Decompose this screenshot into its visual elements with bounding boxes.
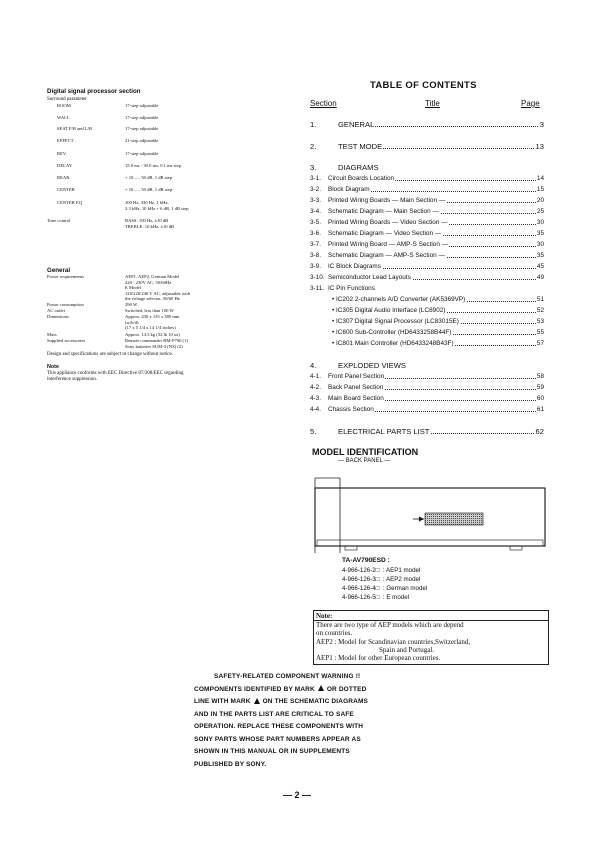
spec-value-line: (w/h/d) — [125, 319, 139, 325]
note-text-2: interference suppression. — [47, 377, 97, 382]
note-text-1: This appliance conforms with EEC Directive 87/308/EEC regarding — [47, 371, 184, 376]
toc-entry-title: Front Panel Section — [328, 373, 385, 380]
pointer-arrow-icon — [419, 517, 424, 522]
design-notice: Design and specifications are subject to change without notice. — [47, 352, 173, 357]
spec-value — [125, 175, 275, 181]
foot-right — [510, 546, 522, 550]
safety-line-6: SHOWN IN THIS MANUAL OR IN SUPPLEMENTS — [194, 748, 350, 755]
toc-entry-page: 35 — [536, 230, 544, 237]
safety-title: SAFETY-RELATED COMPONENT WARNING !! — [214, 673, 361, 680]
toc-entry-number: 3-4. — [310, 208, 322, 215]
spec-label: REV. — [57, 151, 67, 156]
toc-entry-number: 4. — [310, 361, 317, 370]
toc-entry-title: • IC307 Digital Signal Processor (LC83015E) — [332, 318, 459, 325]
toc-entry-page: 51 — [536, 296, 544, 303]
toc-col-title: Title — [425, 99, 440, 108]
toc-entry-title: Schematic Diagram — Main Section — — [328, 208, 439, 215]
toc-entry[interactable] — [310, 207, 544, 216]
spec-value-line: the voltage selector, 50/60 Hz — [125, 296, 180, 302]
spec-value — [125, 302, 275, 308]
spec-value-line: 21-step adjustable — [125, 138, 159, 143]
spec-value-line: 17-step adjustable — [125, 103, 159, 108]
foot-left — [345, 546, 357, 550]
safety-line-4: OPERATION. REPLACE THESE COMPONENTS WITH — [194, 723, 364, 730]
toc-entry[interactable] — [310, 229, 544, 238]
toc-entry-title: • IC801 Main Controller (HD6433248B43F) — [332, 340, 454, 347]
surround-parameter-label: Surround parameter — [47, 97, 87, 102]
toc-entry[interactable] — [310, 372, 544, 381]
toc-entry-number: 3-6. — [310, 230, 322, 237]
toc-entry-page: 35 — [536, 252, 544, 259]
toc-entry[interactable] — [310, 427, 544, 436]
toc-entry-number: 3-11. — [310, 285, 325, 292]
safety-line-3: AND IN THE PARTS LIST ARE CRITICAL TO SAFE — [194, 710, 354, 718]
spec-value-line: 3.3 kHz, 10 kHz + 6 dB, 1 dB step — [125, 205, 189, 211]
toc-entry-title: Printed Wiring Boards — Video Section — — [328, 219, 448, 226]
spec-label: Power consumption — [47, 302, 84, 307]
toc-entry-number: 4-3. — [310, 395, 322, 402]
toc-entry-number: 3-9. — [310, 263, 322, 270]
toc-entry-page: 45 — [536, 263, 544, 270]
spec-value-line: 17-step adjustable — [125, 151, 159, 156]
toc-entry-title: IC Block Diagrams — [328, 263, 381, 270]
spec-label: SEAT F/B and L/R — [57, 126, 93, 131]
toc-entry-number: 3-3. — [310, 197, 322, 204]
toc-entry[interactable] — [310, 196, 544, 205]
spec-value-line: + 10 – – 50 dB, 1 dB step — [125, 187, 173, 192]
spec-label: DELAY — [57, 163, 73, 168]
model-note-body — [314, 620, 548, 662]
toc-entry-title: ELECTRICAL PARTS LIST — [338, 427, 430, 436]
spec-value — [125, 103, 275, 109]
toc-entry[interactable] — [310, 284, 544, 293]
spec-value-line: E Model — [125, 285, 141, 291]
toc-entry-page: 20 — [536, 197, 544, 204]
model-note-line-4: Spain and Portugal. — [379, 645, 435, 654]
toc-entry[interactable] — [310, 163, 544, 172]
model-note-line-3: AEP2 : Model for Scandinavian countries,Switzerland, — [316, 637, 471, 646]
toc-entry-title: • IC202 2-channels A/D Converter (AK5369VP) — [332, 296, 466, 303]
toc-entry-page: 30 — [536, 241, 544, 248]
spec-value — [125, 138, 275, 144]
spec-value-line: BASS: 100 Hz, ±10 dB — [125, 218, 169, 223]
toc-col-section: Section — [310, 99, 337, 108]
toc-entry[interactable] — [310, 240, 544, 249]
safety-line-7: PUBLISHED BY SONY. — [194, 760, 267, 768]
safety-line-2b: ON THE SCHEMATIC DIAGRAMS — [262, 698, 369, 705]
toc-entry-page: 55 — [536, 329, 544, 336]
toc-entry-page: 62 — [535, 427, 544, 436]
spec-value-line: Approx. 14.5 kg (32 lb 10 oz) — [125, 332, 180, 337]
toc-entry[interactable] — [310, 306, 544, 315]
safety-line-1a: COMPONENTS IDENTIFIED BY MARK — [194, 685, 315, 693]
spec-value — [125, 308, 275, 314]
model-variant: 4-966-126-4□ : German model — [342, 585, 428, 592]
toc-entry-page: 25 — [536, 208, 544, 215]
toc-entry-number: 5. — [310, 427, 317, 436]
toc-entry[interactable] — [310, 273, 544, 282]
model-identification-title: MODEL IDENTIFICATION — [312, 447, 419, 457]
spec-label: CENTER EQ — [57, 200, 83, 205]
spec-value-line: 220 - 230V AC, 50/60Hz — [125, 279, 172, 285]
toc-entry[interactable] — [310, 295, 544, 304]
toc-entry-number: 3-5. — [310, 219, 322, 226]
toc-entry-number: 1. — [310, 120, 317, 129]
safety-line-1 — [194, 684, 514, 697]
spec-label: Power requirements — [47, 274, 84, 279]
toc-entry-number: 3. — [310, 163, 317, 172]
spec-label: Supplied accessories — [47, 338, 86, 343]
toc-entry[interactable] — [310, 383, 544, 392]
toc-entry[interactable] — [310, 262, 544, 271]
toc-entry[interactable] — [310, 394, 544, 403]
model-label-area — [425, 513, 483, 525]
spec-label: EFFECT — [57, 138, 74, 143]
spec-value-line: Switched, less than 100 W — [125, 308, 174, 313]
toc-entry-page: 15 — [536, 186, 544, 193]
spec-value-line: Approx. 430 x 135 x 380 mm — [125, 314, 180, 319]
spec-value-line: 100 Hz, 330 Hz, 1 kHz, — [125, 200, 169, 205]
toc-entry-title: Printed Wiring Boards — Main Section — — [328, 197, 446, 204]
spec-value — [125, 332, 275, 338]
toc-entry[interactable] — [310, 317, 544, 326]
toc-entry-title: • IC600 Sub-Controller (HD6433258B44F) — [332, 329, 452, 336]
toc-entry[interactable] — [310, 405, 544, 414]
spec-value-line: AEP1, AEP2, German Model — [125, 274, 180, 279]
toc-entry-title: Semiconductor Lead Layouts — [328, 274, 411, 281]
toc-entry-title: Block Diagram — [328, 186, 370, 193]
spec-value-line: Remote commander RM-P790 (1) — [125, 338, 188, 343]
spec-label: CENTER — [57, 187, 75, 192]
spec-label: ROOM — [57, 103, 71, 108]
toc-entry-page: 57 — [536, 340, 544, 347]
spec-value — [125, 200, 275, 211]
spec-label: AC outlet — [47, 308, 65, 313]
spec-value — [125, 126, 275, 132]
back-panel-subtitle: — BACK PANEL — — [338, 458, 391, 464]
toc-title: TABLE OF CONTENTS — [370, 80, 477, 91]
model-note-line-2: on countries. — [316, 629, 353, 638]
toc-entry-title: Chassis Section — [328, 406, 374, 413]
toc-entry-title: Schematic Diagram — Video Section — — [328, 230, 442, 237]
toc-entry-title: DIAGRAMS — [338, 163, 379, 172]
safety-line-1b: OR DOTTED — [326, 685, 367, 693]
spec-value-line: TREBLE: 10 kHz, ±10 dB — [125, 223, 175, 229]
model-note-line-1: There are two type of AEP models which are depend — [316, 621, 464, 630]
toc-entry-title: Printed Wiring Board — AMP-S Section — — [328, 241, 449, 248]
toc-entry[interactable] — [310, 120, 544, 129]
toc-entry-page: 52 — [536, 307, 544, 314]
toc-entry-title: EXPLODED VIEWS — [338, 361, 406, 370]
spec-label: WALL — [57, 115, 70, 120]
toc-entry-number: 4-4. — [310, 406, 322, 413]
model-note-box — [313, 610, 549, 665]
toc-entry-number: 4-2. — [310, 384, 322, 391]
toc-entry-page: 59 — [536, 384, 544, 391]
spec-value-line: Sony batteries SUM-3 (NS) (2) — [125, 343, 183, 349]
toc-entry-title: Main Board Section — [328, 395, 384, 402]
toc-entry[interactable] — [310, 339, 544, 348]
warning-triangle-icon — [254, 698, 260, 704]
safety-line-2 — [194, 696, 514, 709]
spec-value — [125, 151, 275, 157]
model-variant: 4-966-126-3□ : AEP2 model — [342, 576, 421, 583]
toc-entry-page: 3 — [539, 120, 544, 129]
safety-warning — [194, 671, 514, 771]
toc-entry[interactable] — [310, 361, 544, 370]
model-note-title: Note: — [316, 612, 333, 620]
spec-label: Mass — [47, 332, 57, 337]
toc-entry-title: Back Panel Section — [328, 384, 384, 391]
dsp-section-title: Digital signal processor section — [47, 88, 141, 95]
toc-entry-number: 3-10. — [310, 274, 325, 281]
spec-value-line: 17-step adjustable — [125, 115, 159, 120]
spec-value — [125, 187, 275, 193]
toc-entry-page: 53 — [536, 318, 544, 325]
toc-entry-number: 3-2. — [310, 186, 322, 193]
safety-line-5: SONY PARTS WHOSE PART NUMBERS APPEAR AS — [194, 735, 361, 743]
safety-line-2a: LINE WITH MARK — [194, 698, 251, 705]
toc-entry[interactable] — [310, 218, 544, 227]
toc-entry[interactable] — [310, 142, 544, 151]
model-note-line-5: AEP1 : Model for other European countries. — [316, 654, 441, 663]
toc-entry-number: 3-8. — [310, 252, 322, 259]
toc-entry-page: 60 — [536, 395, 544, 402]
spec-label: Tone control — [47, 218, 71, 223]
toc-col-page: Page — [521, 99, 540, 108]
spec-value-line: (17 x 5 1/4 x 14 1/4 inches) — [125, 325, 176, 331]
toc-entry-page: 30 — [536, 219, 544, 226]
toc-entry-page: 58 — [536, 373, 544, 380]
toc-entry-number: 2. — [310, 142, 317, 151]
note-title: Note — [47, 364, 59, 370]
spec-value-line: 120/220/240 V AC, adjustable with — [125, 290, 191, 296]
spec-value-line: 15.0 ms - 30.0 ms, 0.1 ms step — [125, 163, 182, 168]
model-variant: 4-966-126-5□ : E model — [342, 594, 410, 601]
toc-entry-page: 61 — [536, 406, 544, 413]
spec-value — [125, 163, 275, 169]
toc-entry-page: 14 — [536, 175, 544, 182]
general-section-title: General — [47, 267, 71, 274]
toc-entry-page: 49 — [536, 274, 544, 281]
spec-value — [125, 314, 275, 331]
model-variant: 4-966-126-2□ : AEP1 model — [342, 567, 421, 574]
spec-value — [125, 338, 275, 349]
toc-entry-number: 4-1. — [310, 373, 322, 380]
toc-entry-page: 13 — [535, 142, 544, 151]
spec-value — [125, 274, 275, 302]
toc-entry[interactable] — [310, 328, 544, 337]
spec-value — [125, 115, 275, 121]
toc-entry[interactable] — [310, 185, 544, 194]
toc-entry-number: 3-7. — [310, 241, 322, 248]
toc-entry-title: Circuit Boards Location — [328, 175, 395, 182]
back-panel-diagram — [305, 468, 550, 553]
model-name: TA-AV790ESD : — [342, 557, 390, 564]
spec-value-line: 290 W — [125, 302, 138, 307]
toc-entry[interactable] — [310, 251, 544, 260]
warning-triangle-icon — [318, 685, 324, 691]
toc-entry-number: 3-1. — [310, 175, 322, 182]
spec-value-line: + 10 – – 50 dB, 1 dB step — [125, 175, 173, 180]
spec-label: REAR — [57, 175, 70, 180]
toc-entry-title: IC Pin Functions — [328, 285, 375, 292]
page-number: — 2 — — [283, 790, 312, 800]
spec-value-line: 17-step adjustable — [125, 126, 159, 131]
unit-base — [317, 540, 543, 546]
toc-entry-title: TEST MODE — [338, 142, 383, 151]
toc-entry-title: GENERAL — [338, 120, 375, 129]
toc-entry[interactable] — [310, 174, 544, 183]
toc-entry-title: Schematic Diagram — AMP-S Section — — [328, 252, 445, 259]
spec-label: Dimensions — [47, 314, 69, 319]
toc-entry-title: • IC305 Digital Audio Interface (LC8902) — [332, 307, 446, 314]
spec-value — [125, 218, 275, 229]
